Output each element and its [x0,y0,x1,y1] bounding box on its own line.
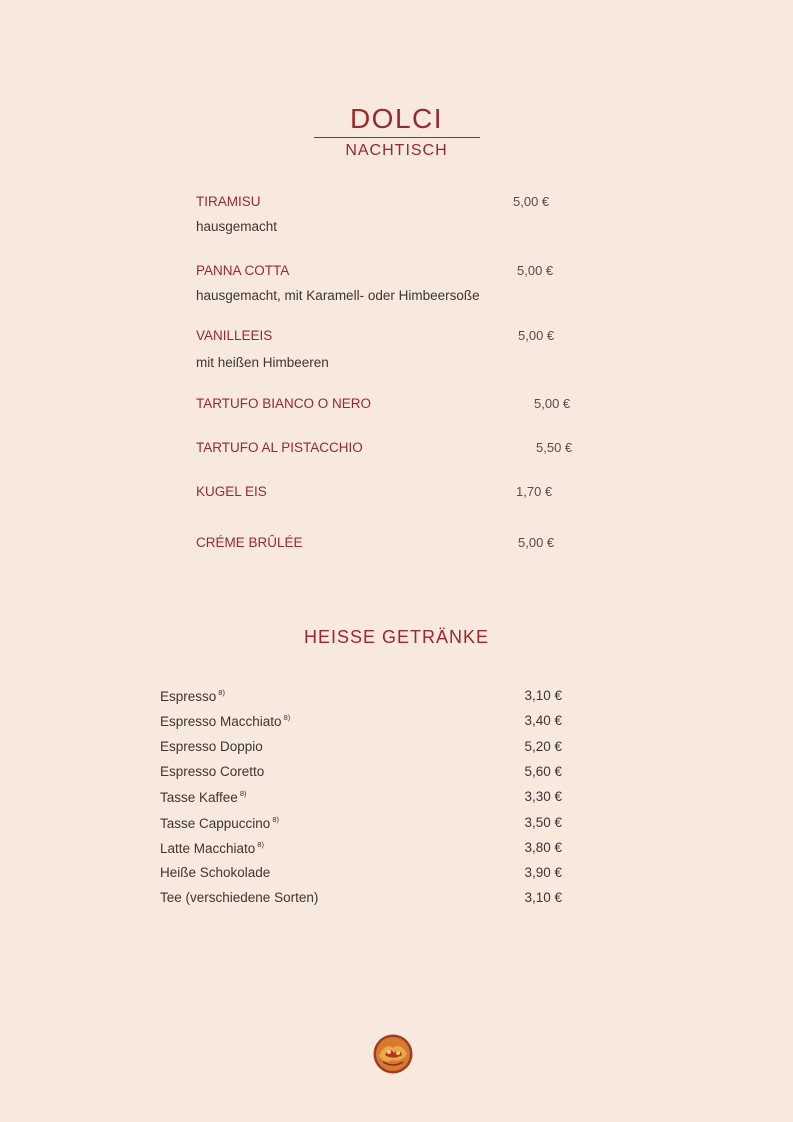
drink-price: 3,10 € [524,890,562,905]
page-title: DOLCI [349,103,444,134]
dish-description: hausgemacht, mit Karamell- oder Himbeersoße [196,288,480,303]
drink-price: 3,50 € [524,815,562,830]
dish-name: TARTUFO AL PISTACCHIO [196,440,363,455]
dish-name: PANNA COTTA [196,263,290,278]
allergen-note: 8) [272,815,279,824]
dish-price: 5,00 € [513,194,550,209]
drink-price: 5,20 € [524,739,562,754]
drink-row [160,840,562,860]
drink-name: Tee (verschiedene Sorten) [160,890,319,905]
drink-name: Espresso Doppio [160,739,263,754]
drink-price: 3,40 € [524,713,562,728]
drink-name: Tasse Cappuccino $^{8)}$ [160,815,279,831]
dish-name: TARTUFO BIANCO O NERO [196,396,372,411]
page-subtitle: NACHTISCH [345,142,448,159]
drink-row [160,815,562,835]
drink-name: Tasse Kaffee $^{8)}$ [160,789,247,805]
dish-price: 1,70 € [516,484,553,499]
dish-price: 5,50 € [536,440,573,455]
dish-name: VANILLEEIS [196,328,273,343]
drink-row [160,789,562,809]
drink-price: 3,10 € [524,688,562,703]
dish-description: mit heißen Himbeeren [196,355,329,370]
drink-row [160,764,562,784]
drink-price: 3,80 € [524,840,562,855]
drink-row [160,739,562,759]
allergen-note: 8) [218,688,225,697]
dish-description: hausgemacht [196,219,278,234]
drink-row [160,688,562,708]
dish-price: 5,00 € [534,396,571,411]
drink-name: Espresso Coretto [160,764,265,779]
drink-price: 3,90 € [524,865,562,880]
drink-name: Espresso Macchiato $^{8)}$ [160,713,291,729]
dish-price: 5,00 € [517,263,554,278]
allergen-note: 8) [239,789,247,798]
dish-price: 5,00 € [518,535,555,550]
dish-name: TIRAMISU [196,194,261,209]
drink-row [160,865,562,885]
drink-row [160,890,562,910]
drink-name: Latte Macchiato $^{8)}$ [160,840,264,856]
drink-price: 3,30 € [524,789,562,804]
restaurant-logo-icon [373,1034,413,1074]
title-divider [314,137,480,138]
allergen-note: 8) [283,713,291,722]
drink-name: Heiße Schokolade [160,865,271,880]
drink-name: Espresso $^{8)}$ [160,688,225,704]
drink-row [160,713,562,733]
drink-price: 5,60 € [524,764,562,779]
dish-price: 5,00 € [518,328,555,343]
section-title-hot-drinks: HEISSE GETRÄNKE [303,627,490,647]
dish-name: CRÉME BRÛLÉE [196,535,303,550]
dish-name: KUGEL EIS [196,484,267,499]
allergen-note: 8) [257,840,264,849]
